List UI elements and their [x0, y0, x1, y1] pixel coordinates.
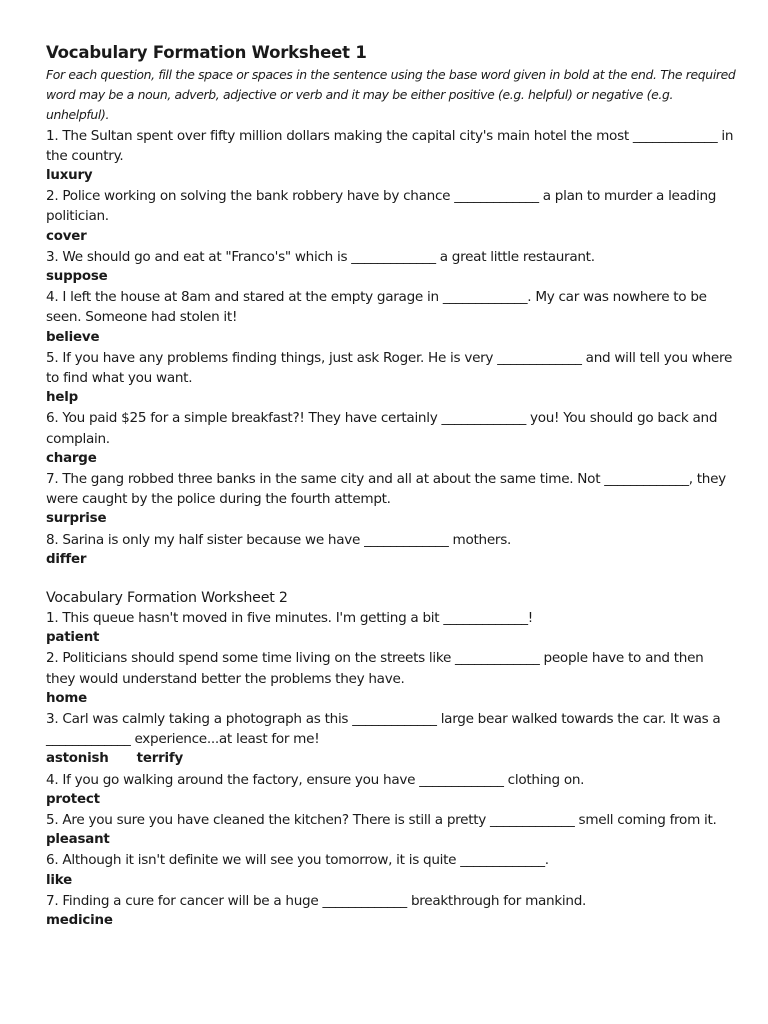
base-word-1-2: cover — [46, 228, 87, 244]
question-1-8: 8. Sarina is only my half sister because we have _____________ mothers. — [46, 531, 512, 548]
base-word-1-4: believe — [46, 329, 100, 345]
worksheet-2-title: Vocabulary Formation Worksheet 2 — [46, 590, 288, 606]
question-2-7: 7. Finding a cure for cancer will be a huge _____________ breakthrough for mankind. — [46, 892, 587, 909]
worksheet-1-title: Vocabulary Formation Worksheet 1 — [46, 43, 367, 62]
question-2-1: 1. This queue hasn't moved in five minutes. I'm getting a bit _____________! — [46, 610, 533, 626]
base-word-2-4: protect — [46, 791, 100, 807]
question-1-5: 5. If you have any problems finding things, just ask Roger. He is very _____________ and will tell you where to find what you want. — [46, 349, 733, 387]
question-2-4: 4. If you go walking around the factory, ensure you have _____________ clothing on. — [46, 771, 585, 788]
question-1-6: 6. You paid $25 for a simple breakfast?! They have certainly _____________ you! You should go back and complain. — [46, 410, 718, 447]
base-word-2-3a: astonish — [46, 751, 109, 767]
base-word-2-7: medicine — [46, 913, 113, 929]
base-word-2-3b: terrify — [136, 751, 184, 767]
question-1-2: 2. Police working on solving the bank robbery have by chance _____________ a plan to murder a leading politician. — [46, 188, 717, 225]
base-word-1-6: charge — [46, 450, 97, 466]
question-2-2: 2. Politicians should spend some time living on the streets like _____________ people have to and then they would understand better the problems they have. — [46, 650, 704, 687]
question-1-7: 7. The gang robbed three banks in the same city and all at about the same time. Not _____________, they were caught by the police during the fourth attempt. — [46, 471, 726, 508]
instructions: For each question, fill the space or spaces in the sentence using the base word given in bold at the end. The required word may be a noun, adverb, adjective or verb and it may be either positive (e.g. helpful) or negative (e.g. unhelpful). — [46, 67, 736, 123]
worksheet-1 — [46, 42, 736, 570]
base-word-1-3: suppose — [46, 269, 108, 285]
base-word-2-6: like — [46, 872, 73, 888]
base-word-2-5: pleasant — [46, 832, 110, 848]
base-word-1-7: surprise — [46, 511, 107, 527]
base-word-2-2: home — [46, 690, 87, 706]
question-2-5: 5. Are you sure you have cleaned the kitchen? There is still a pretty _____________ smell coming from it. — [46, 812, 717, 829]
base-word-2-1: patient — [46, 630, 100, 646]
question-1-3: 3. We should go and eat at "Franco's" which is _____________ a great little restaurant. — [46, 248, 595, 265]
base-word-1-5: help — [46, 390, 78, 406]
question-2-6: 6. Although it isn't definite we will see you tomorrow, it is quite _____________. — [46, 852, 549, 869]
question-2-3: 3. Carl was calmly taking a photograph as this _____________ large bear walked towards the car. It was a _____________ experience...at least for me! — [46, 711, 721, 748]
question-1-1: 1. The Sultan spent over fifty million dollars making the capital city's main hotel the most _____________ in the country. — [46, 127, 734, 164]
base-words-2-3 — [46, 749, 736, 769]
base-word-1-8: differ — [46, 551, 87, 567]
worksheet-2 — [46, 588, 736, 931]
base-word-1-1: luxury — [46, 168, 93, 184]
question-1-4: 4. I left the house at 8am and stared at the empty garage in _____________. My car was nowhere to be seen. Someone had stolen it! — [46, 289, 707, 326]
